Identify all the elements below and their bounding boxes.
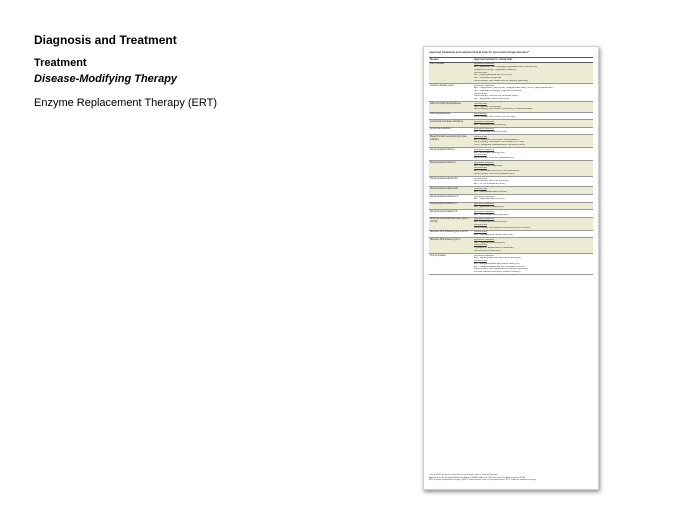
treatment-line: ERT: cipaglucosidase alfa with miglustat (Amicus) [474, 265, 525, 268]
treatment-line: ERT: rhHNS intrathecal (Shire) [474, 183, 506, 186]
treatment-line: ERT: alglucosidase alfa (Myozyme/Lumizyme) [474, 257, 521, 260]
treatment-line: Approved treatment [474, 218, 495, 221]
treatment-line: Approved treatment [474, 120, 495, 123]
treatment-line: SRT: venglustat (Sanofi Genzyme) [474, 98, 510, 101]
table-row [429, 195, 593, 203]
disease-cell: Mucopolysaccharidosis VI [430, 203, 457, 206]
treatment-cell [473, 113, 593, 120]
treatment-line: ERT: cerliponase alfa (Brineura) [474, 221, 507, 224]
treatment-line: Clinical trials [474, 154, 487, 157]
treatment-line: Gene therapy: RGX-121 (REGENXBIO) [474, 172, 515, 175]
disease-cell: Gaucher disease, type I [430, 84, 455, 87]
disease-cell: Mucopolysaccharidosis IV A [430, 195, 459, 198]
treatment-line: Approved treatment [474, 63, 495, 66]
disease-cell: Fabry disease [430, 63, 445, 66]
treatment-line: Gene therapy: RGX-111 (REGENXBIO) [474, 157, 515, 160]
table-row [429, 177, 593, 187]
treatment-line: Clinical trials [474, 260, 487, 263]
disease-cell: Mucopolysaccharidosis IIIB [430, 188, 458, 191]
topic-heading: Enzyme Replacement Therapy (ERT) [34, 97, 217, 109]
treatment-line: Clinical trials [474, 244, 487, 247]
treatment-line: Approved treatment [474, 239, 495, 242]
footnote: * For the full and most current list of clinical trials, refer to ClinicalTrials.gov. [429, 474, 498, 476]
treatment-line: Clinical trials [474, 231, 487, 234]
disease-cell: Niemann-Pick disease type C [430, 239, 461, 242]
treatment-cell [473, 231, 593, 238]
disease-cell: Lysosomal acid lipase deficiency [430, 120, 464, 123]
treatment-cell [473, 218, 593, 230]
treatment-line: Approved treatment [474, 254, 495, 257]
table-row [429, 148, 593, 161]
treatment-line: ERT: agalsidase alfa (Replagal); agalsidase beta (Fabrazyme) [474, 66, 538, 69]
table-row [429, 84, 593, 102]
treatment-line: Clinical trials [474, 113, 487, 116]
disease-cell: Mucopolysaccharidosis VII [430, 210, 458, 213]
treatment-line: SRT: lucerastat; venglustat [474, 77, 502, 79]
treatment-line: Clinical trials [474, 103, 487, 105]
treatment-cell [473, 210, 593, 217]
treatment-line: ERT: tralesinidase alfa (Allievex) [474, 190, 507, 193]
treatment-line: ERT: olipudase alfa (Sanofi Genzyme) [474, 234, 513, 237]
treatment-line: ERT: vestronidase alfa (Mepsevii) [474, 213, 509, 216]
treatment-line: Gene therapy: ABO-102 (Abeona) [474, 180, 509, 183]
treatment-line: Clinical trials [474, 188, 487, 191]
treatment-cell [473, 63, 593, 83]
treatment-cell [473, 148, 593, 160]
table-row [429, 128, 593, 136]
treatment-line: ERT: intrathecal recombinant arylsulfatase A [474, 138, 520, 141]
treatment-line: Gene therapy: AVR-RD-02 (lentiviral vector) [474, 95, 519, 98]
table-row [429, 210, 593, 218]
treatment-line: ERT: avalglucosidase alfa (Sanofi Genzyme) [474, 262, 520, 265]
treatment-line: Immune tolerance induction (Duke University) [474, 270, 521, 273]
treatment-line: ERT: sebelipase alfa (Kanuma) [474, 123, 506, 126]
treatment-cell [473, 102, 593, 111]
table-row [429, 113, 593, 121]
treatment-line: Approved treatment [474, 84, 495, 87]
treatment-line: ERT: imiglucerase (Cerezyme); velaglucerase alfa (VPRIV); taliglucerase alfa [474, 87, 553, 90]
treatment-line: SRT: eliglustat (Cerdelga); miglustat (Zavesca) [474, 90, 522, 92]
table-footnotes [429, 474, 593, 482]
treatment-cell [473, 161, 593, 176]
table-row [429, 254, 593, 275]
treatment-line: Cyclodextrin: adrabetadex (intrathecal) [474, 247, 514, 250]
treatment-line: Gene therapy: autologous HSC-based (OTL-200) [474, 141, 525, 144]
table-row [429, 120, 593, 128]
treatment-line: Approved treatment [474, 128, 495, 131]
table-row [429, 238, 593, 254]
table-row [429, 102, 593, 112]
treatment-table [429, 57, 593, 275]
table-caption: Approved treatments and selected clinical trials for lysosomal storage disorders* [429, 51, 530, 54]
treatment-line: Clinical trials [474, 167, 487, 170]
disease-cell: Mucopolysaccharidosis II [430, 162, 456, 165]
table-row [429, 161, 593, 177]
treatment-line: Gene therapy: AAV-based CLN2 vectors (Weill Cornell) [474, 226, 530, 229]
treatment-line: Approved treatment [474, 162, 495, 165]
treatment-line: SRT: miglustat (Zavesca) (EU) [474, 241, 505, 244]
page-title: Diagnosis and Treatment [34, 33, 177, 47]
table-row [429, 203, 593, 211]
treatment-cell [473, 135, 593, 147]
treatment-line: Clinical trials [474, 71, 487, 74]
treatment-cell [473, 195, 593, 202]
column-header: Disease [430, 58, 439, 61]
section-heading: Treatment [34, 57, 87, 69]
disease-cell: Mucopolysaccharidosis I [430, 149, 456, 152]
disease-cell: Metachromatic leukodystrophy (late-infantile) [430, 136, 468, 141]
subsection-heading: Disease-Modifying Therapy [34, 73, 178, 85]
treatment-line: ERT: idursulfase (Elaprase) [474, 164, 502, 167]
treatment-line: Chaperone therapy: migalastat (Galafold) [474, 68, 517, 71]
disease-cell: GM1 gangliosidosis [430, 113, 451, 116]
table-row [429, 231, 593, 239]
document-thumbnail[interactable] [423, 46, 599, 490]
treatment-line: ERT: elosulfase alfa (Vimizim) [474, 198, 505, 201]
disease-cell: Pompe disease [430, 254, 446, 257]
treatment-line: ERT: galsulfase (Naglazyme) [474, 205, 504, 208]
treatment-cell [473, 254, 593, 274]
treatment-line: Gene therapy: AAV-based vectors (various sponsors) [474, 79, 528, 82]
treatment-line: ERT: pegunigalsidase alfa (PRX-102) [474, 74, 513, 77]
treatment-cell [473, 177, 593, 186]
treatment-line: Approved treatment [474, 203, 495, 206]
treatment-line: Clinical trials [474, 177, 487, 180]
treatment-line: HSCT: allogeneic transplantation (various centers) [474, 144, 526, 147]
treatment-cell [473, 128, 593, 135]
treatment-line: Approved treatment [474, 210, 495, 213]
disease-cell: alpha-mannosidosis [430, 128, 451, 131]
column-header: Approved treatments; clinical trials [474, 58, 513, 61]
treatment-line: ERT: velmanase alfa (Lamzede) [474, 131, 507, 134]
disease-cell: Niemann-Pick disease types A and B [430, 231, 468, 234]
treatment-line: ERT: pabinafusp alfa (JCR Pharmaceuticals) [474, 170, 520, 173]
treatment-cell [473, 120, 593, 127]
disease-cell: Neuronal ceroid lipofuscinosis, type 2 (CLN2) [430, 218, 469, 224]
treatment-line: Clinical trials [474, 136, 487, 139]
disease-cell: GM1 and GM2 gangliosidoses [430, 103, 461, 105]
treatment-line: Clinical trials [474, 223, 487, 226]
treatment-cell [473, 203, 593, 210]
treatment-line: SRT: miglustat; venglustat [474, 105, 501, 108]
treatment-line: Gene therapy: AAV9-GLB1 (NIH/NHGRI) [474, 116, 516, 118]
table-row [429, 187, 593, 195]
table-row [429, 218, 593, 231]
treatment-line: Approved treatment [474, 195, 495, 198]
treatment-cell [473, 238, 593, 253]
table-row [429, 63, 593, 84]
disease-cell: Mucopolysaccharidosis IIIA [430, 177, 458, 180]
footnote: ERT, enzyme replacement therapy; HSCT, hematopoietic stem cell transplantation; SRT, substrate reduction therapy. [429, 479, 537, 482]
treatment-line: Arimoclomol (Orphazyme) [474, 249, 501, 252]
treatment-line: ERT: laronidase (Aldurazyme) [474, 151, 505, 154]
treatment-line: Gene therapy: AAV-based vectors (various sponsors) [474, 268, 528, 271]
treatment-line: Clinical trials [474, 92, 487, 95]
treatment-line: Gene therapy: AAV vectors (University of Massachusetts) [474, 108, 533, 111]
table-row [429, 135, 593, 148]
treatment-cell [473, 187, 593, 194]
treatment-line: Approved treatment [474, 149, 495, 152]
treatment-cell [473, 84, 593, 101]
footnote: Approved by the European Medicines Agency (EMA) and/or the US Food and Drug Administration (FDA). [429, 476, 526, 479]
